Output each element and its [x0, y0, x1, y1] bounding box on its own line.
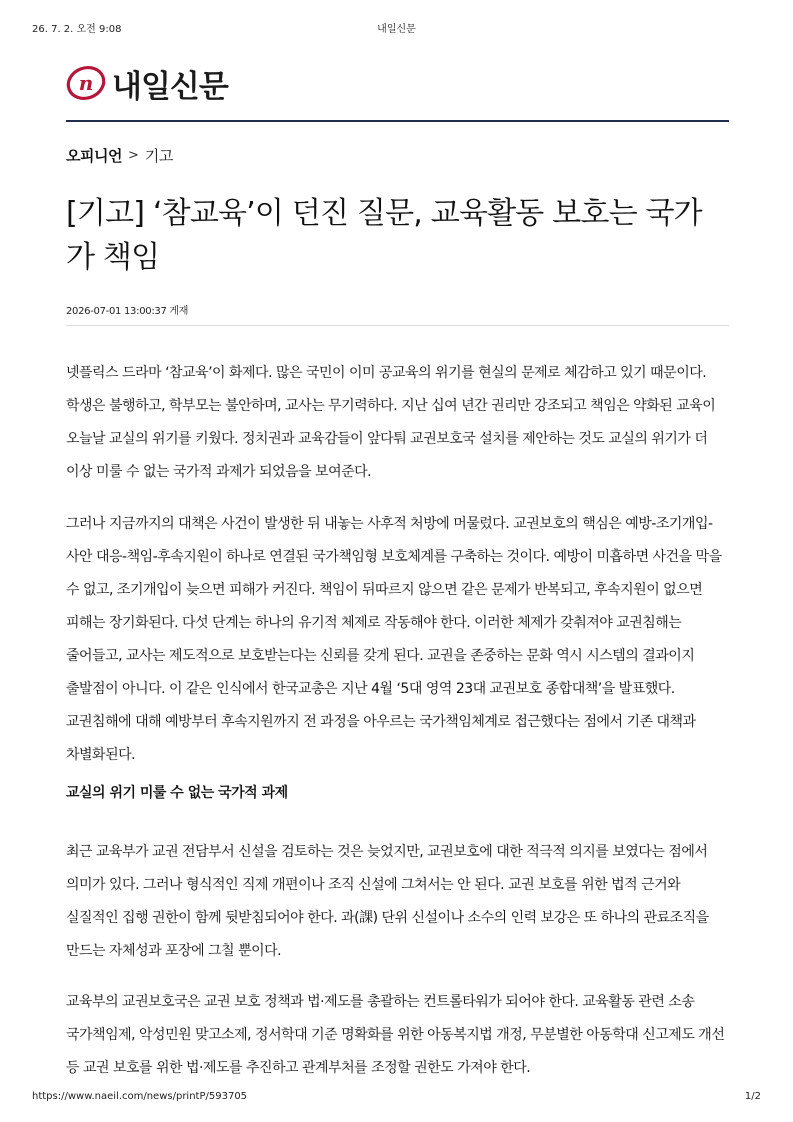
breadcrumb	[66, 145, 173, 165]
article-paragraph: 교육부의 교권보호국은 교권 보호 정책과 법·제도를 총괄하는 컨트롤타워가 되어야 한다. 교육활동 관련 소송 국가책임제, 악성민원 맞고소제, 정서학대 기준 명확화를 위한 아동복지법 개정, 무분별한 아동학대 신고제도 개선 등 교권 보호를 위한 법·제도를 추진하고 관계부처를 조정할 권한도 가져야 한다.	[66, 994, 725, 1076]
article-paragraph: 최근 교육부가 교권 전담부서 신설을 검토하는 것은 늦었지만, 교권보호에 대한 적극적 의지를 보였다는 점에서 의미가 있다. 그러나 형식적인 직제 개편이나 조직 신설에 그쳐서는 안 된다. 교권 보호를 위한 법적 근거와 실질적인 집행 권한이 함께 뒷받침되어야 한다. 과(課) 단위 신설이나 소수의 인력 보강은 또 하나의 관료조직을 만드는 자체성과 포장에 그칠 뿐이다.	[66, 844, 709, 959]
breadcrumb-subsection-link[interactable]: 기고	[144, 146, 173, 165]
article-headline: [기고] ‘참교육’이 던진 질문, 교육활동 보호는 국가가 책임	[66, 196, 702, 275]
logo-wordmark: 내일신문	[112, 68, 228, 105]
header-divider	[66, 120, 729, 122]
print-page-number: 1/2	[744, 1091, 761, 1102]
headline-divider	[66, 325, 729, 326]
chevron-right-icon: >	[127, 147, 139, 163]
breadcrumb-section-link[interactable]: 오피니언	[66, 146, 122, 165]
print-date: 26. 7. 2. 오전 9:08	[32, 24, 122, 35]
article-paragraph: 넷플릭스 드라마 ‘참교육’이 화제다. 많은 국민이 이미 공교육의 위기를 현실의 문제로 체감하고 있기 때문이다. 학생은 불행하고, 학부모는 불안하며, 교사는 무기력하다. 지난 십여 년간 권리만 강조되고 책임은 약화된 교육이 오늘날 교실의 위기를 키웠다. 정치권과 교육감들이 앞다퉈 교권보호국 설치를 제안하는 것도 교실의 위기가 더 이상 미룰 수 없는 국가적 과제가 되었음을 보여준다.	[66, 365, 716, 480]
published-timestamp: 2026-07-01 13:00:37 게재	[66, 306, 189, 317]
svg-text:n: n	[78, 71, 94, 95]
print-page-title: 내일신문	[377, 24, 416, 35]
article-paragraph: 그러나 지금까지의 대책은 사건이 발생한 뒤 내놓는 사후적 처방에 머물렀다. 교권보호의 핵심은 예방-조기개입-사안 대응-책임-후속지원이 하나로 연결된 국가책임형 보호체계를 구축하는 것이다. 예방이 미흡하면 사건을 막을 수 없고, 조기개입이 늦으면 피해가 커진다. 책임이 뒤따르지 않으면 같은 문제가 반복되고, 후속지원이 없으면 피해는 장기화된다. 다섯 단계는 하나의 유기적 체제로 작동해야 한다. 이러한 체제가 갖춰져야 교권침해는 줄어들고, 교사는 제도적으로 보호받는다는 신뢰를 갖게 된다. 교권을 존중하는 문화 역시 시스템의 결과이지 출발점이 아니다. 이 같은 인식에서 한국교총은 지난 4월 ‘5대 영역 23대 교권보호 종합대책’을 발표했다. 교권침해에 대해 예방부터 후속지원까지 전 과정을 아우르는 국가책임체계로 접근했다는 점에서 기존 대책과 차별화된다.	[66, 516, 722, 763]
naeil-logo-icon	[66, 64, 106, 102]
print-header	[32, 20, 761, 34]
article-subheading: 교실의 위기 미룰 수 없는 국가적 과제	[66, 785, 288, 801]
site-logo[interactable]	[66, 62, 228, 104]
print-footer	[32, 1091, 761, 1105]
print-url: https://www.naeil.com/news/printP/593705	[32, 1091, 248, 1102]
